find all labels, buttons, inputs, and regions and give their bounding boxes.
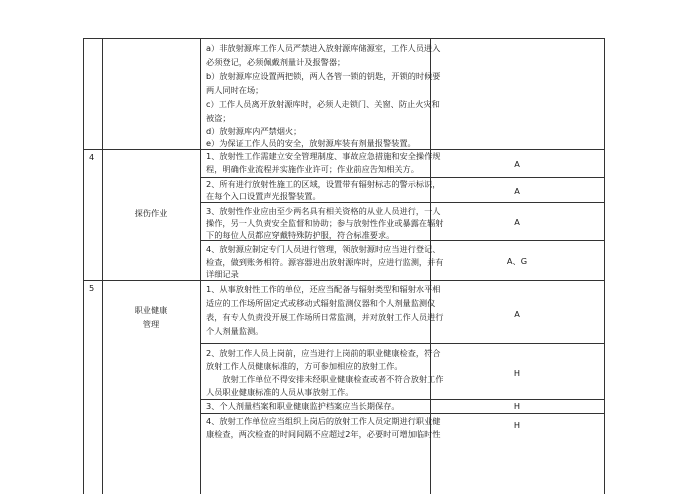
row-content-line: e）为保证工作人员的安全，放射源库装有剂量报警装置。: [206, 138, 416, 148]
item-content-line: 放射工作单位不得安排未经职业健康检查或者不符合放射工作: [206, 374, 444, 384]
item-content-line: 适应的工作场所固定式或移动式辐射监测仪器和个人剂量监测仪: [206, 298, 436, 308]
row-content-line: c）工作人员离开放射源库时，必须人走锁门、关窗、防止火灾和: [206, 99, 440, 109]
item-content-line: 1、从事放射性工作的单位，还应当配备与辐射类型和辐射水平相: [206, 284, 441, 294]
row-category-line: 管理: [142, 319, 160, 329]
table-divider-number: [102, 38, 103, 494]
row-number: 4: [89, 152, 95, 162]
item-grade: H: [513, 368, 521, 378]
row-content-line: b）放射源库应设置两把锁，两人各管一锁的钥匙，开锁的时候要: [206, 71, 441, 81]
item-content-line: 详细记录: [206, 269, 239, 279]
table-border-left: [83, 38, 84, 494]
row-divider: [83, 280, 604, 281]
item-content-line: 1、放射性工作需建立安全管理制度、事故应急措施和安全操作规: [206, 151, 441, 161]
item-content-line: 4、放射源应制定专门人员进行管理，领放射源时应当进行登记、: [206, 244, 441, 254]
row-content-line: 两人同时在场；: [206, 85, 264, 95]
row-content-line: d）放射源库内严禁烟火；: [206, 126, 302, 136]
item-content-line: 程，明确作业流程并实施作业许可；作业前应告知相关方。: [206, 164, 419, 174]
item-content-line: 3、个人剂量档案和职业健康监护档案应当长期保存。: [206, 401, 400, 411]
item-divider: [200, 343, 604, 344]
table-border-right: [604, 38, 605, 494]
item-content-line: 检查，做到账务相符。源容器进出放射源库时，应进行监测，并有: [206, 257, 444, 267]
item-content-line: 在每个入口设置声光报警装置。: [206, 191, 321, 201]
item-content-line: 个人剂量监测。: [206, 326, 264, 336]
item-grade: H: [513, 401, 521, 411]
item-grade: A: [514, 186, 520, 196]
item-grade: A: [514, 159, 520, 169]
item-content-line: 4、放射工作单位应当组织上岗后的放射工作人员定期进行职业健: [206, 416, 441, 426]
item-content-line: 2、所有进行放射性施工的区域，设置带有辐射标志的警示标识，: [206, 179, 441, 189]
item-content-line: 操作，另一人负责安全监督和协助；参与放射性作业或暴露在辐射: [206, 218, 444, 228]
row-number: 5: [89, 283, 95, 293]
row-content-line: a）非放射源库工作人员严禁进入放射源库储源室，工作人员进入: [206, 43, 441, 53]
row-category-line: 职业健康: [134, 305, 168, 315]
item-content-line: 放射工作人员健康标准的，方可参加相应的放射工作。: [206, 361, 403, 371]
item-grade: A: [514, 309, 520, 319]
row-content-line: 被盗；: [206, 113, 231, 123]
item-content-line: 康检查，两次检查的时间间隔不应超过2年，必要时可增加临时性: [206, 429, 441, 439]
item-content-line: 下的每位人员都应穿戴特殊防护服，符合标准要求。: [206, 230, 395, 240]
table-border-top: [83, 38, 604, 39]
item-grade: A: [514, 217, 520, 227]
item-content-line: 3、放射性作业应由至少两名具有相关资格的从业人员进行，一人: [206, 206, 441, 216]
item-content-line: 2、放射工作人员上岗前，应当进行上岗前的职业健康检查，符合: [206, 348, 441, 358]
item-content-line: 人员职业健康标准的人员从事放射工作。: [206, 387, 354, 397]
item-grade: H: [513, 420, 521, 430]
row-category: 探伤作业: [134, 208, 168, 218]
item-grade: A、G: [506, 256, 528, 266]
table-divider-category: [200, 38, 201, 494]
row-content-line: 必须登记，必须佩戴剂量计及报警器；: [206, 57, 346, 67]
item-content-line: 表，有专人负责没开展工作场所日常监测，并对放射工作人员进行: [206, 312, 444, 322]
